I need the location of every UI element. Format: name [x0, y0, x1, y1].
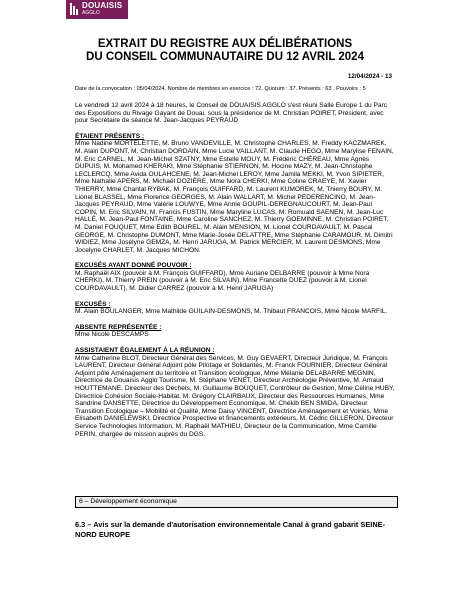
logo-sub: AGGLO [82, 10, 100, 16]
excuses-heading: EXCUSÉS : [75, 300, 111, 308]
excuses-pouvoir-heading: EXCUSÉS AYANT DONNÉ POUVOIR : [75, 262, 192, 270]
absente-heading: ABSENTE REPRÉSENTÉE : [75, 323, 162, 331]
assistaient-heading: ASSISTAIENT ÉGALEMENT À LA RÉUNION : [75, 347, 215, 355]
document-body [75, 102, 395, 438]
document-title-line1: EXTRAIT DU REGISTRE AUX DÉLIBÉRATIONS [97, 38, 353, 50]
excuses-list: M. Alain BOULANGER, Mme Mathilde GUILAIN-DESMONS, M. Thibaut FRANCOIS, Mme Nicole MARFIL. [75, 308, 388, 316]
intro-paragraph: Le vendredi 12 avril 2024 à 18 heures, le Conseil de DOUAISIS AGGLO s'est réuni Salle Europe 1 du Parc des Expositions du Rivage Gayant de Douai, sous la présidence de M. Christian POIRET, Président, avec pour Secrétaire de séance M. Jean-Jacques PEYRAUD [75, 102, 388, 125]
presents-list: Mme Nadine MORTELETTE, M. Bruno VANDEVILLE, M. Christophe CHARLES, M. Freddy KACZMAREK, M. Alain DUPONT, M. Christian DORDAIN, Mme Lucie VAILLANT, M. Claude HEGO, Mme Marylise FENAIN, M. Eric CARNEL, M. Jean-Michel SZATNY, Mme Estelle MOUY, M. Frédéric CHÉREAU, Mme Agnès DUPUIS, M. Mohamed KHERAKI, Mme Stéphanie STIERNON, M. Hocine MAZY, M. Jean-Christophe LECLERCQ, Mme Avida OULAHCENE, M. Jean-Michel LEROY, Mme Jamila MEKKI, M. Yvon SIPIETER, Mme Nathalie APERS, M. Michaël DOZIÈRE, Mme Nora CHERKI, Mme Coline CRAEYE, M. Xavier THIERRY, Mme Chantal RYBAK, M. François GUIFFARD, M. Laurent KUMOREK, M. Thierry BOURY, M. Lionel BLASSEL, Mme Florence GEORGES, M. Alain WALLART, M. Michel PEDERENCINO, M. Jean-Jacques PEYRAUD, Mme Valérie LOUWYE, Mme Annie GOUPIL-DEREGNAUCOURT, M. Jean-Paul COPIN, M. Eric SILVAIN, M. Francis FUSTIN, Mme Maryline LUCAS, M. Romuald SAENEN, M. Jean-Luc HALLÉ, M. Jean-Paul FONTAINE, Mme Caroline SANCHEZ, M. Thierry GOEMINNE, M. Christian POIRET, M. Daniel FOUQUET, Mme Edith BOUREL, M. Alain MENSION, M. Lionel COURDAVAULT, M. Pascal GEORGE, M. Christophe DUMONT, Mme Marie-Josée DELATTRE, Mme Stéphanie CARAMOUR, M. Dimitri WIDIEZ, Mme Josélyne GEMZA, M. Henri JARUGA, M. Patrick MERCIER, M. Laurent DESMONS, Mme Jocelyne CHARLET, M. Jacques MICHON. [75, 140, 394, 254]
document-title-line2: DU CONSEIL COMMUNAUTAIRE DU 12 AVRIL 2024 [86, 51, 364, 63]
douaisis-agglo-logo [66, 0, 128, 19]
presents-heading: ÉTAIENT PRÉSENTS : [75, 132, 145, 140]
logo-brand: DOUAISIS [82, 1, 123, 10]
section-band: 6 – Développement économique [75, 496, 398, 508]
logo-mark-icon [70, 3, 79, 15]
assistaient-list: Mme Catherine BLOT, Directeur Général des Services, M. Guy GEVAERT, Directeur Juridique, M. François LAURENT, Directeur Général Adjoint pôle Pilotage et Solidarités, M. Franck FOURNIER, Directeur Général Adjoint pôle Aménagement du territoire et Transition écologique, Mme Mélanie DELABARRE MEGNIN, Directrice de Douaisis Agglo Tourisme, M. Stéphane VENET, Directeur Archéologie Préventive, M. Arnaud HOUTTEMANE, Directeur des Déchets, M. Guillaume BOUQUET, Contrôleur de Gestion, Mme Céline HUBY, Directrice Cohésion Sociale-Habitat, M. Grégory CLAIRBAUX, Directeur des Ressources Humaines, Mme Sandrine DANSETTE, Directrice du Développement Economique, M. Chékib BEN SMIDA, Directeur Transition Ecologique – Mobilité et Qualité, Mme Daisy VINCENT, Directrice Aménagement et Voiries, Mme Elisabeth DANIELEWSKI, Directrice Prospective et financements extérieurs, M. Cédric GILLERON, Directeur Service Technologies Information, M. Raphaël MATHIEU, Directeur de la Communication, Mme Camille PERIN, chargée de mission auprès du DGS. [75, 354, 395, 438]
excuses-pouvoir-list: M. Raphaël AIX (pouvoir à M. François GUIFFARD), Mme Auriane DELBARRE (pouvoir à Mme Nora CHERKI), M. Thierry PREIN (pouvoir à M. Eric SILVAIN), Mme Francette DUEZ (pouvoir à M. Lionel COURDAVAULT), M. Didier CARREZ (pouvoir à M. Henri JARUGA) [75, 269, 370, 293]
deliberation-reference: 12/04/2024 - 13 [347, 73, 392, 80]
convocation-line: Date de la convocation : 05/04/2024. Nombre de membres en exercice : 72. Quorum : 37. Présents : 63 . Pouvoirs : 5 [75, 86, 366, 92]
absente-list: Mme Nicole DESCAMPS [75, 331, 149, 339]
item-title: 6.3 – Avis sur la demande d'autorisation environnementale Canal à grand gabarit SEINE-NORD EUROPE [75, 520, 386, 539]
